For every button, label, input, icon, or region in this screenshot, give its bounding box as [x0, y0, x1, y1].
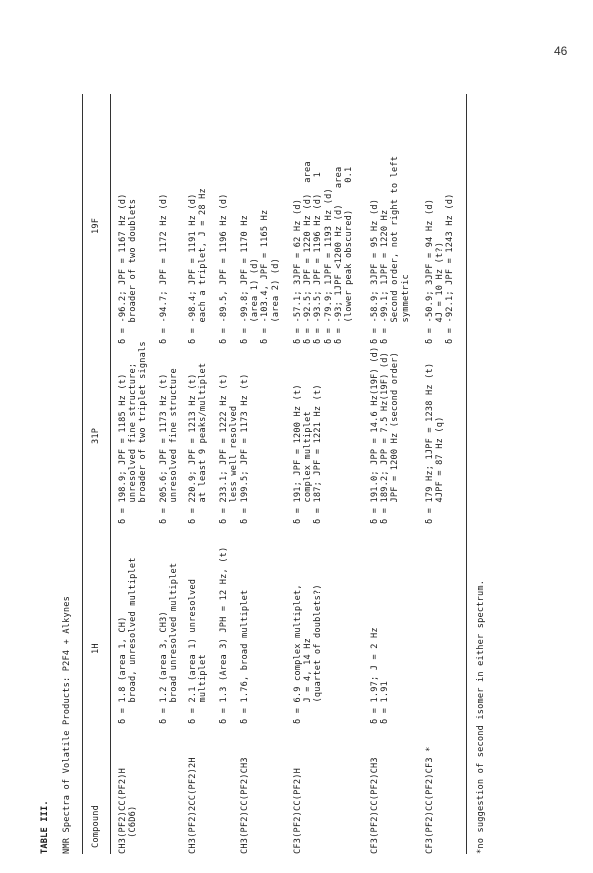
row-5-h: δ = 1.97; J = 2 Hz δ = 1.91 — [370, 627, 391, 724]
row-2-h: δ = 2.1 (area 1) unresolved multiplet δ = 1.3 (Area 3) JPH = 12 Hz, (t) — [188, 546, 229, 724]
row-4-h: δ = 6.9 complex multiplet, J = 4, 14 Hz (quartet of doublets?) — [293, 584, 324, 724]
row-3-compound: CH3(PF2)CC(PF2)CH3 — [240, 757, 250, 854]
row-1-f: δ = -96.2; JPF = 1167 Hz (d) broader of two doublets δ = -94.7; JPF = 1172 Hz (d) — [118, 193, 169, 344]
table-label: TABLE III. — [40, 800, 50, 854]
row-4-p: δ = 191; JPF = 1200 Hz (t) complex multiplet δ = 187; JPF = 1221 Hz (t) — [293, 384, 324, 524]
row-6-p: δ = 179 Hz; 1JPF = 1238 Hz (t) 4JPF = 87 Hz (q) — [425, 362, 446, 524]
table — [40, 94, 510, 854]
row-5-f: δ = -58.9; 3JPF = 95 Hz (d) δ = -99.1; 1JPF = 1220 Hz Second order, not right to left symmetric — [370, 155, 411, 344]
row-1-p: δ = 198.9; JPF = 1185 Hz (t) unresolved fine structure; broader of two triplet signals δ = 205.6; JPF = 1173 Hz (t) unresolved fine structure — [118, 341, 180, 524]
footnote: *no suggestion of second isomer in either spectrum. — [476, 579, 486, 854]
row-4-f: δ = -57.1; 3JPF = 62 Hz (d) δ = -92.5; JPF = 1220 Hz (d) area δ = -93.5; JPF = 1196 Hz (d) 1 δ = -79.9; 1JPF = 1193 Hz (d) δ = -93; 1JPF <1200 Hz (d) area (lower peak obscured) 0.1 — [293, 161, 355, 344]
row-3-p: δ = 199.5; JPF = 1173 Hz (t) — [240, 373, 250, 524]
row-6-f: δ = -50.9; 3JPF = 94 Hz (d) 4J = 10 Hz (t?) δ = -92.1; JPF = 1243 Hz (d) — [425, 193, 456, 344]
top-rule — [82, 94, 83, 854]
row-2-p: δ = 220.9; JPF = 1213 Hz (t) at least 9 peaks/multiplet δ = 233.1; JPF = 1222 Hz (t) less well resolved — [188, 362, 239, 524]
row-5-compound: CF3(PF2)CC(PF2)CH3 — [370, 757, 380, 854]
row-3-f: δ = -99.8; JPF = 1170 Hz (area 1) (d) δ = -103.4, JPF = 1165 Hz (area 2) (d) — [240, 209, 281, 344]
row-2-f: δ = -98.4; JPF = 1191 Hz (d) each a triplet, J = 28 Hz δ = -89.5, JPF = 1196 Hz (d) — [188, 188, 229, 344]
row-3-h: δ = 1.76, broad multiplet — [240, 589, 250, 724]
header-1h: 1H — [91, 643, 101, 654]
row-4-compound: CF3(PF2)CC(PF2)H — [293, 768, 303, 854]
row-2-compound: CH3(PF2)2CC(PF2)2H — [188, 757, 198, 854]
row-6-compound: CF3(PF2)CC(PF2)CF3 * — [425, 746, 435, 854]
row-1-compound: CH3(PF2)CC(PF2)H (C6D6) — [118, 768, 139, 854]
table-caption: NMR Spectra of Volatile Products: P2F4 + Alkynes — [62, 596, 72, 854]
header-compound: Compound — [91, 805, 101, 848]
header-rule — [110, 94, 111, 854]
header-31p: 31P — [91, 427, 101, 444]
page-number: 46 — [554, 44, 568, 58]
header-19f: 19F — [91, 217, 101, 234]
bottom-rule — [466, 94, 467, 854]
rotated-table-region — [40, 94, 510, 854]
row-5-p: δ = 191.0; JPP = 14.6 Hz(19F) (d) δ = 189.2; JPP = 7.5 Hz(19F) (d) JPF = 1200 Hz (second order) — [370, 346, 401, 524]
row-1-h: δ = 1.8 (area 1, CH) broad, unresolved multiplet δ = 1.2 (area 3, CH3) broad unresolved multiplet — [118, 557, 180, 724]
